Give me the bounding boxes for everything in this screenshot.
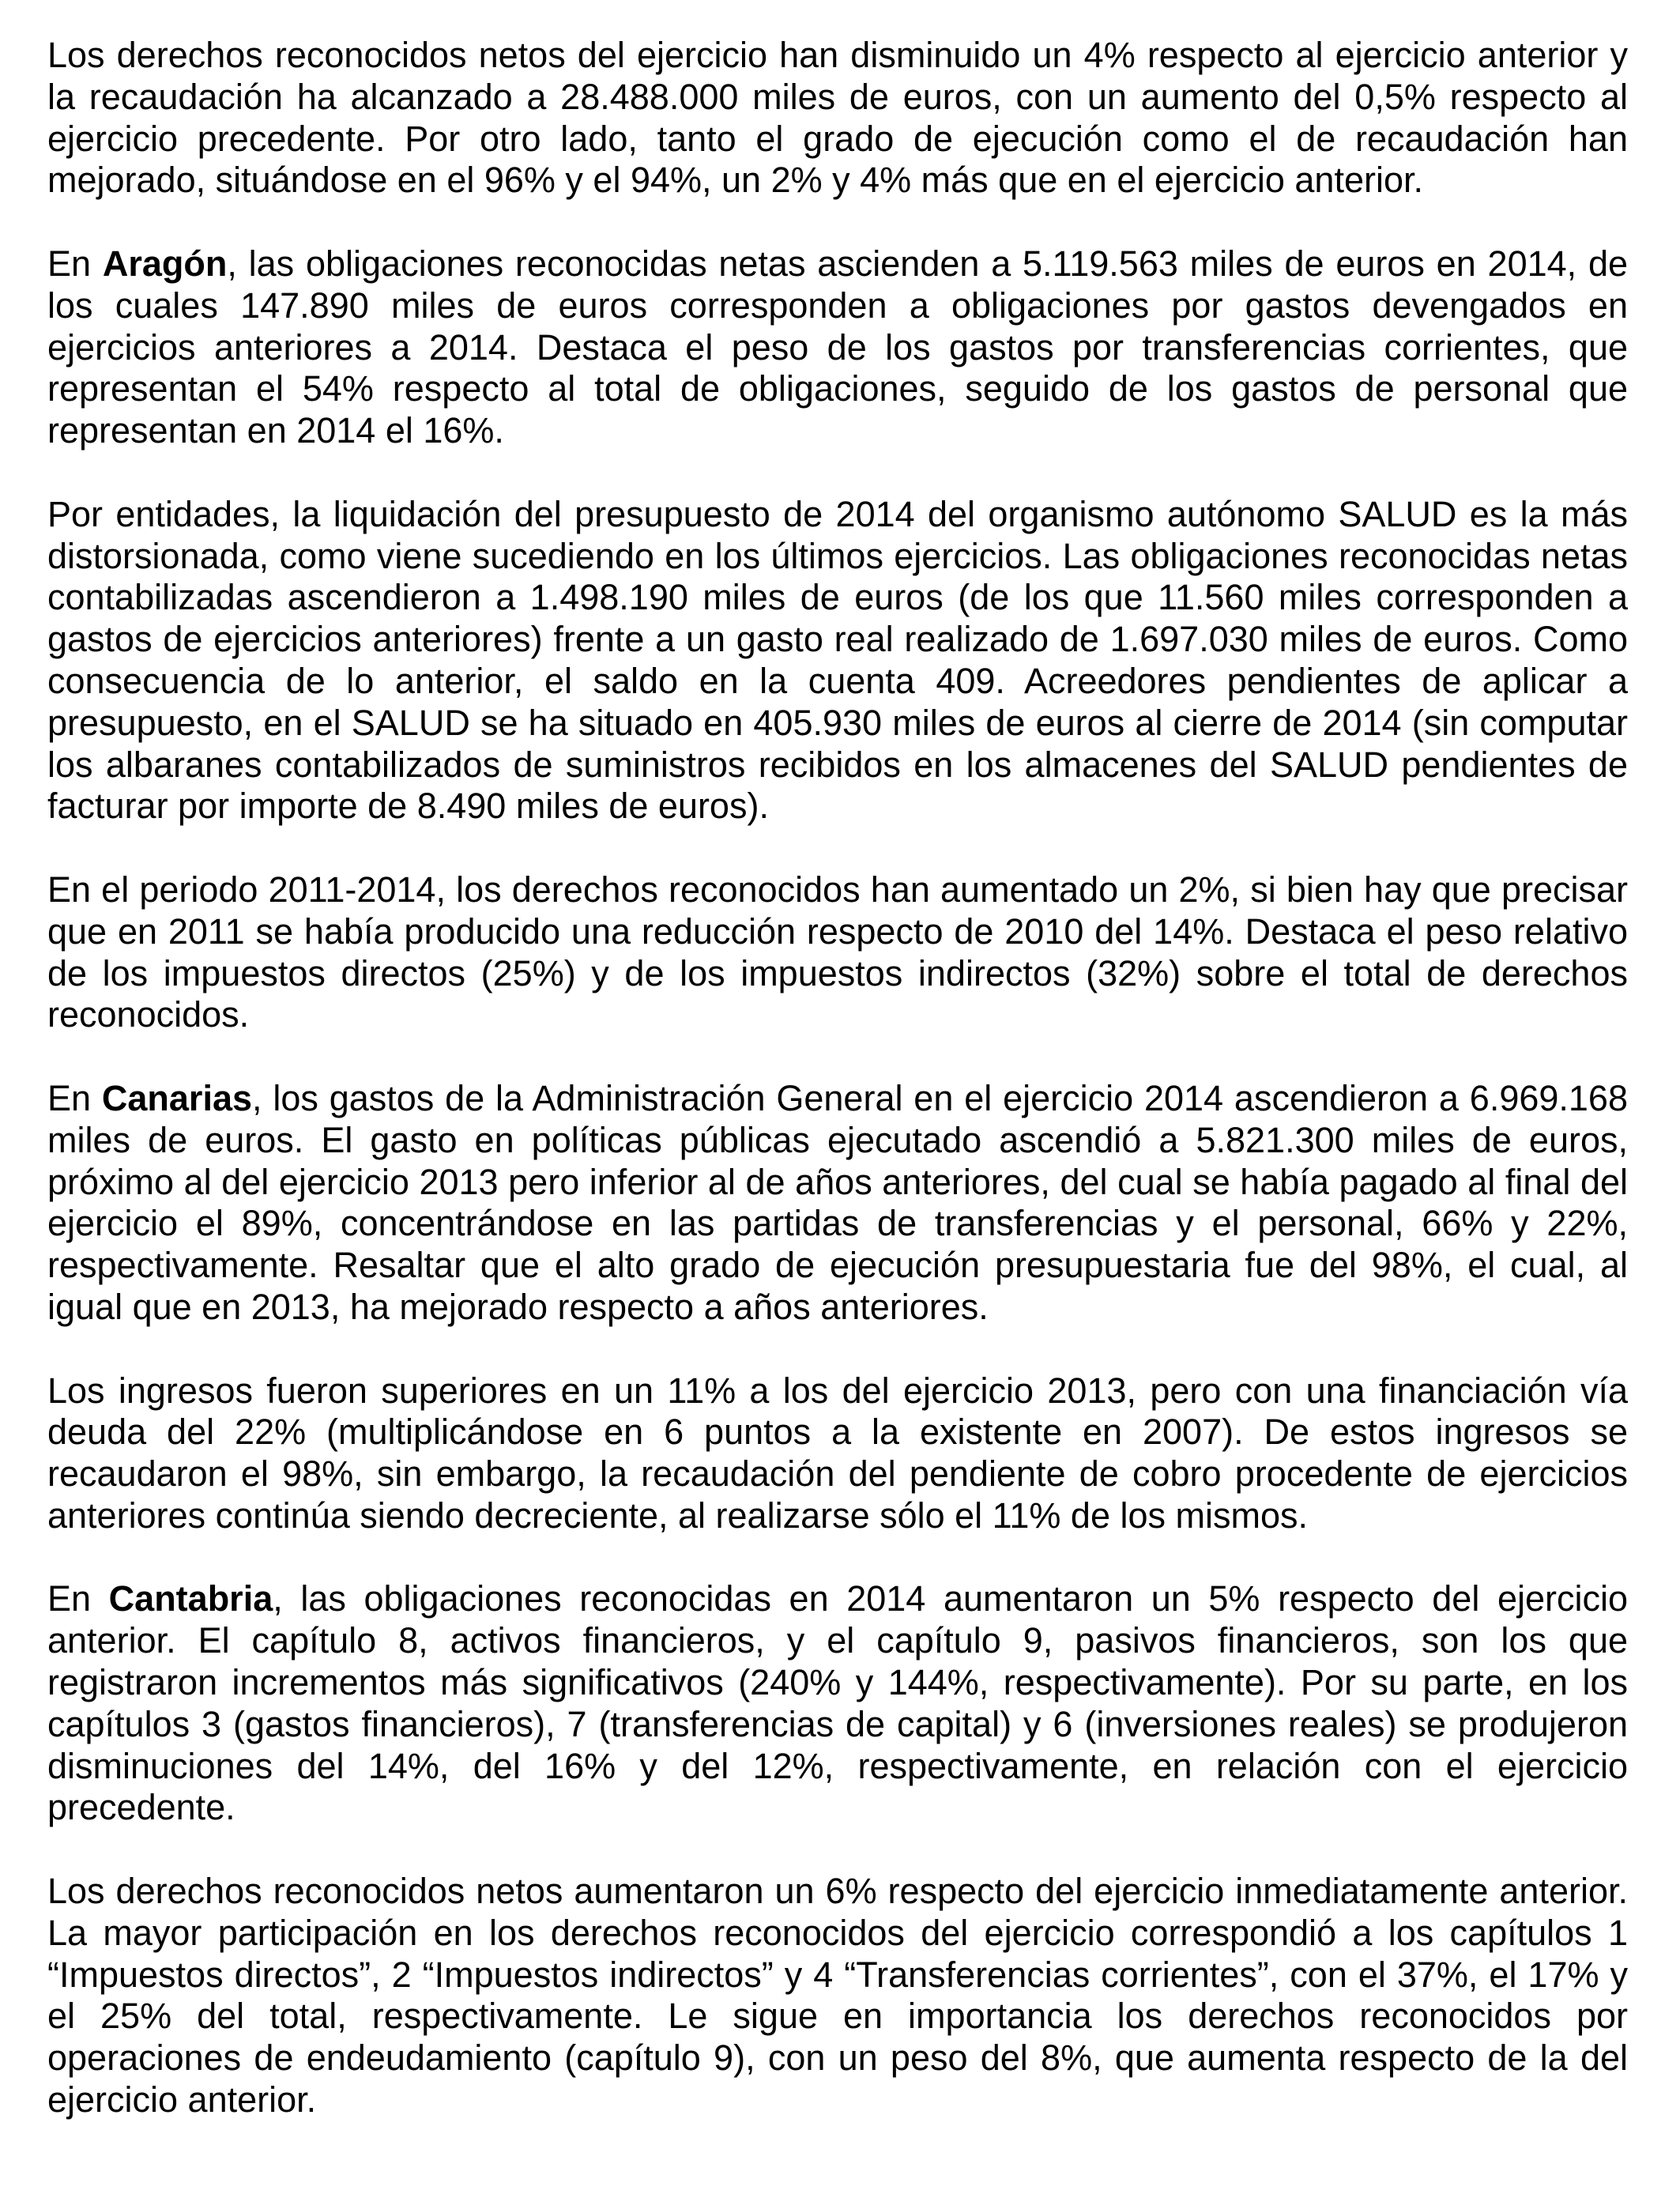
paragraph-lead: En (47, 1578, 109, 1619)
paragraph-text: En el periodo 2011-2014, los derechos reconocidos han aumentado un 2%, si bien hay que precisar que en 2011 se había producido una reducción respecto de 2010 del 14%. Destaca el peso relativo de los impuestos directos (25%) y de los impuestos indirectos (32%) sobre el total de derechos reconocidos. (47, 869, 1628, 1035)
paragraph-text: Los derechos reconocidos netos aumentaron un 6% respecto del ejercicio inmediatamente anterior. La mayor participación en los derechos reconocidos del ejercicio correspondió a los capítulos 1 “Impuestos directos”, 2 “Impuestos indirectos” y 4 “Transferencias corrientes”, con el 37%, el 17% y el 25% del total, respectivamente. Le sigue en importancia los derechos reconocidos por operaciones de endeudamiento (capítulo 9), con un peso del 8%, que aumenta respecto de la del ejercicio anterior. (47, 1871, 1628, 2120)
paragraph-text: Los derechos reconocidos netos del ejercicio han disminuido un 4% respecto al ejercicio anterior y la recaudación ha alcanzado a 28.488.000 miles de euros, con un aumento del 0,5% respecto al ejercicio precedente. Por otro lado, tanto el grado de ejecución como el de recaudación han mejorado, situándose en el 96% y el 94%, un 2% y 4% más que en el ejercicio anterior. (47, 35, 1628, 201)
paragraph-1 (47, 35, 1628, 202)
paragraph-periodo (47, 869, 1628, 1036)
document-page (47, 35, 1628, 2163)
paragraph-text: , las obligaciones reconocidas netas ascienden a 5.119.563 miles de euros en 2014, de los cuales 147.890 miles de euros corresponden a obligaciones por gastos devengados en ejercicios anteriores a 2014. Destaca el peso de los gastos por transferencias corrientes, que representan el 54% respecto al total de obligaciones, seguido de los gastos de personal que representan en 2014 el 16%. (47, 243, 1628, 451)
paragraph-ingresos (47, 1370, 1628, 1537)
paragraph-canarias (47, 1078, 1628, 1329)
region-name-cantabria: Cantabria (108, 1578, 273, 1619)
paragraph-text: , los gastos de la Administración General en el ejercicio 2014 ascendieron a 6.969.168 miles de euros. El gasto en políticas públicas ejecutado ascendió a 5.821.300 miles de euros, próximo al del ejercicio 2013 pero inferior al de años anteriores, del cual se había pagado al final del ejercicio el 89%, concentrándose en las partidas de transferencias y el personal, 66% y 22%, respectivamente. Resaltar que el alto grado de ejecución presupuestaria fue del 98%, el cual, al igual que en 2013, ha mejorado respecto a años anteriores. (47, 1077, 1628, 1327)
paragraph-aragon (47, 243, 1628, 452)
paragraph-text: , las obligaciones reconocidas en 2014 aumentaron un 5% respecto del ejercicio anterior. El capítulo 8, activos financieros, y el capítulo 9, pasivos financieros, son los que registraron incrementos más significativos (240% y 144%, respectivamente). Por su parte, en los capítulos 3 (gastos financieros), 7 (transferencias de capital) y 6 (inversiones reales) se produjeron disminuciones del 14%, del 16% y del 12%, respectivamente, en relación con el ejercicio precedente. (47, 1578, 1629, 1828)
paragraph-text: Por entidades, la liquidación del presupuesto de 2014 del organismo autónomo SALUD es la más distorsionada, como viene sucediendo en los últimos ejercicios. Las obligaciones reconocidas netas contabilizadas ascendieron a 1.498.190 miles de euros (de los que 11.560 miles corresponden a gastos de ejercicios anteriores) frente a un gasto real realizado de 1.697.030 miles de euros. Como consecuencia de lo anterior, el saldo en la cuenta 409. Acreedores pendientes de aplicar a presupuesto, en el SALUD se ha situado en 405.930 miles de euros al cierre de 2014 (sin computar los albaranes contabilizados de suministros recibidos en los almacenes del SALUD pendientes de facturar por importe de 8.490 miles de euros). (47, 493, 1628, 827)
paragraph-derechos (47, 1871, 1628, 2121)
paragraph-lead: En (47, 1077, 102, 1118)
paragraph-cantabria (47, 1578, 1628, 1829)
region-name-aragon: Aragón (102, 243, 228, 284)
paragraph-text: Los ingresos fueron superiores en un 11% a los del ejercicio 2013, pero con una financiación vía deuda del 22% (multiplicándose en 6 puntos a la existente en 2007). De estos ingresos se recaudaron el 98%, sin embargo, la recaudación del pendiente de cobro procedente de ejercicios anteriores continúa siendo decreciente, al realizarse sólo el 11% de los mismos. (47, 1370, 1628, 1536)
region-name-canarias: Canarias (101, 1077, 252, 1118)
paragraph-salud (47, 494, 1628, 827)
paragraph-lead: En (47, 243, 103, 284)
